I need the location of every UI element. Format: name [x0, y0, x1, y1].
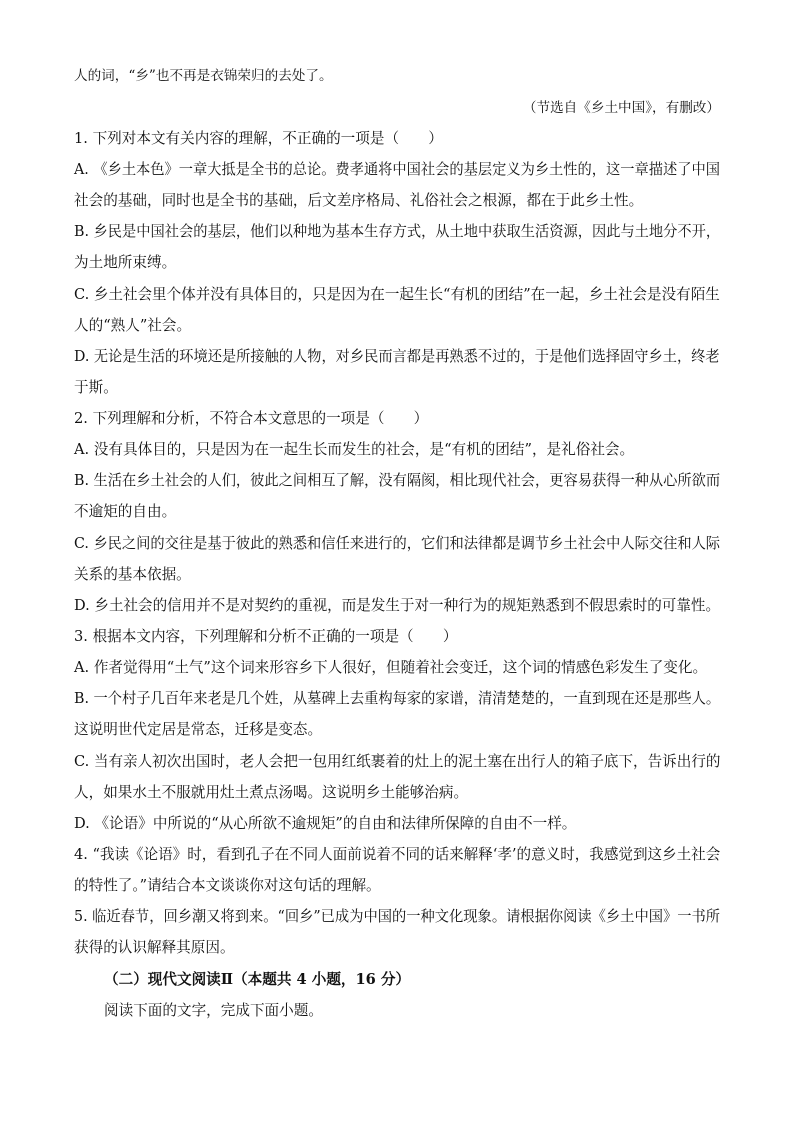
q1-option-d-cont: 于斯。	[74, 379, 118, 396]
q3-option-b-cont: 这说明世代定居是常态，迁移是变态。	[74, 721, 323, 738]
q1-option-d: D. 无论是生活的环境还是所接触的人物，对乡民而言都是再熟悉不过的，于是他们选择固守乡土，终老	[74, 348, 720, 365]
q2-option-c-cont: 关系的基本依据。	[74, 566, 191, 583]
q1-option-b: B. 乡民是中国社会的基层，他们以种地为基本生存方式，从土地中获取生活资源，因此与土地分不开，	[74, 223, 721, 240]
question-1-stem: 1. 下列对本文有关内容的理解，不正确的一项是（ ）	[74, 130, 443, 147]
q3-option-c-cont: 人，如果水土不服就用灶土煮点汤喝。这说明乡土能够治病。	[74, 784, 469, 801]
q3-option-a: A. 作者觉得用“土气”这个词来形容乡下人很好，但随着社会变迁，这个词的情感色彩发生了变化。	[74, 659, 708, 676]
section-instruction: 阅读下面的文字，完成下面小题。	[104, 1002, 323, 1019]
question-2-stem: 2. 下列理解和分析，不符合本文意思的一项是（ ）	[74, 410, 429, 427]
q2-option-c: C. 乡民之间的交往是基于彼此的熟悉和信任来进行的，它们和法律都是调节乡土社会中人际交往和人际	[74, 535, 721, 552]
q1-option-c: C. 乡土社会里个体并没有具体目的，只是因为在一起生长“有机的团结”在一起，乡土社会是没有陌生	[74, 286, 720, 303]
q1-option-a: A. 《乡土本色》一章大抵是全书的总论。费孝通将中国社会的基层定义为乡土性的，这一章描述了中国	[74, 161, 720, 178]
q3-option-b: B. 一个村子几百年来老是几个姓，从墓碑上去重构每家的家谱，清清楚楚的，一直到现在还是那些人。	[74, 690, 721, 707]
q2-option-b-cont: 不逾矩的自由。	[74, 503, 177, 520]
q1-option-a-cont: 社会的基础，同时也是全书的基础，后文差序格局、礼俗社会之根源，都在于此乡土性。	[74, 192, 644, 209]
q1-option-b-cont: 为土地所束缚。	[74, 254, 177, 271]
question-5: 5. 临近春节，回乡潮又将到来。“回乡”已成为中国的一种文化现象。请根据你阅读《乡土中国》一书所	[74, 908, 721, 925]
question-4: 4. “我读《论语》时，看到孔子在不同人面前说着不同的话来解释‘孝’的意义时，我感觉到这乡土社会	[74, 846, 721, 863]
question-3-stem: 3. 根据本文内容，下列理解和分析不正确的一项是（ ）	[74, 628, 458, 645]
intro-line: 人的词，“乡”也不再是衣锦荣归的去处了。	[74, 68, 333, 84]
question-4-cont: 的特性了。”请结合本文谈谈你对这句话的理解。	[74, 877, 381, 894]
question-5-cont: 获得的认识解释其原因。	[74, 939, 235, 956]
section-heading: （二）现代文阅读Ⅱ（本题共 4 小题，16 分）	[104, 971, 411, 988]
q3-option-d: D. 《论语》中所说的“从心所欲不逾规矩”的自由和法律所保障的自由不一样。	[74, 815, 577, 832]
q2-option-a: A. 没有具体目的，只是因为在一起生长而发生的社会，是“有机的团结”，是礼俗社会。	[74, 441, 635, 458]
q1-option-c-cont: 人的“熟人”社会。	[74, 317, 192, 334]
q3-option-c: C. 当有亲人初次出国时，老人会把一包用红纸裹着的灶上的泥土塞在出行人的箱子底下，告诉出行的	[74, 753, 721, 770]
q2-option-b: B. 生活在乡土社会的人们，彼此之间相互了解，没有隔阂，相比现代社会，更容易获得一种从心所欲而	[74, 472, 721, 489]
source-note: （节选自《乡土中国》，有删改）	[522, 100, 720, 116]
q2-option-d: D. 乡土社会的信用并不是对契约的重视，而是发生于对一种行为的规矩熟悉到不假思索时的可靠性。	[74, 597, 720, 614]
